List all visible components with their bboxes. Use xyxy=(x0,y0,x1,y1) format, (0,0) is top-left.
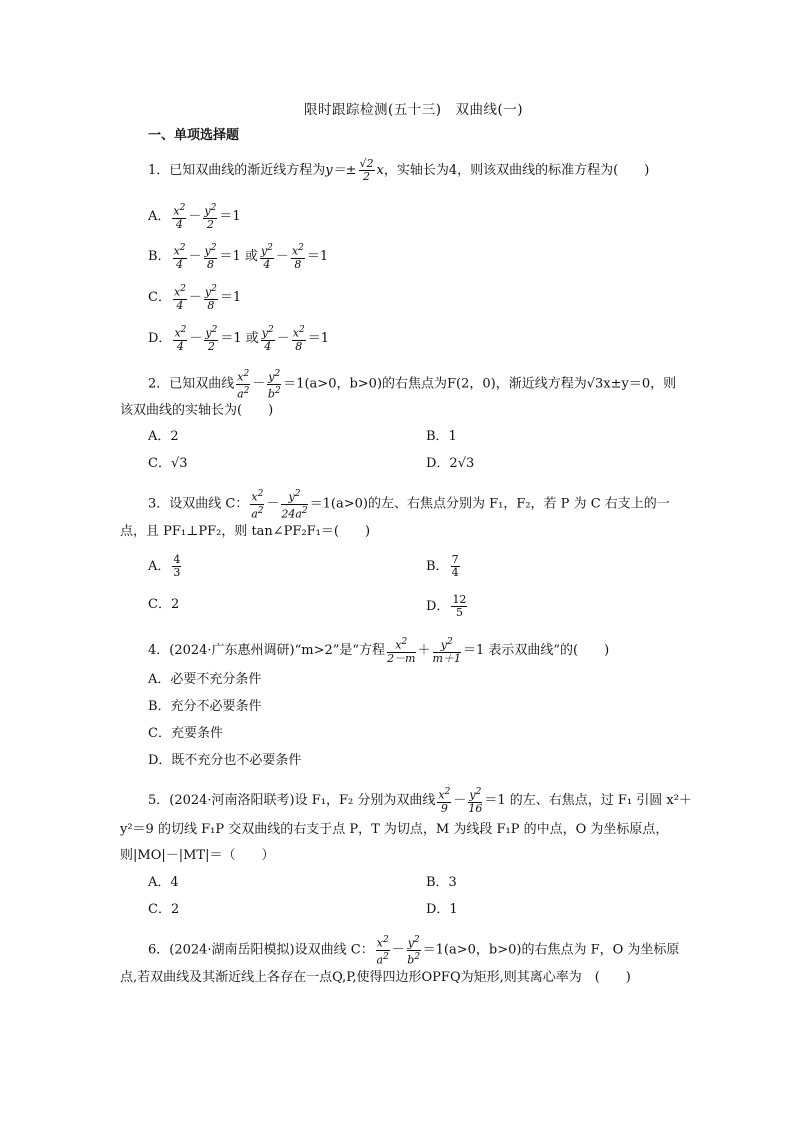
question-3-option-c[interactable]: C．2 xyxy=(148,597,180,612)
question-3-option-b[interactable]: B． $\frac{7}{4}$ xyxy=(426,553,459,579)
question-2-stem-cont: 该双曲线的实轴长为( ) xyxy=(120,403,274,418)
question-3-stem-cont: 点，且 PF₁⊥PF₂，则 tan∠PF₂F₁＝( ) xyxy=(120,524,371,539)
question-1-stem: 1．已知双曲线的渐近线方程为y＝± $\frac{√2}{2}$ x，实轴长为4，则该双曲线的标准方程为( ) xyxy=(148,157,650,183)
question-4-option-d[interactable]: D．既不充分也不必要条件 xyxy=(148,753,302,768)
question-5-stem: 5．(2024·河南洛阳联考)设 F₁，F₂ 分别为双曲线 $\frac{x^2}{9}$ － $\frac{y^2}{16}$ ＝1 的左、右焦点，过 F₁ 引圆 x²＋ xyxy=(148,787,692,815)
question-4-option-a[interactable]: A．必要不充分条件 xyxy=(148,672,262,687)
question-1-option-a[interactable]: A． $\frac{x^2}{4}$ － $\frac{y^2}{2}$ ＝1 xyxy=(148,203,241,231)
question-6-stem: 6．(2024·湖南岳阳模拟)设双曲线 C： $\frac{x^2}{a^2}$ － $\frac{y^2}{b^2}$ ＝1(a>0，b>0)的右焦点为 F，O 为坐标原 xyxy=(148,935,680,967)
question-4-stem: 4．(2024·广东惠州调研)“m>2”是“方程 $\frac{x^2}{2-m}$ ＋ $\frac{y^2}{m+1}$ ＝1 表示双曲线”的( ) xyxy=(148,637,610,665)
question-3-option-a[interactable]: A． $\frac{4}{3}$ xyxy=(148,553,181,579)
question-6-stem-cont: 点,若双曲线及其渐近线上各存在一点Q,P,使得四边形OPFQ为矩形,则其离心率为 ( ) xyxy=(120,970,631,985)
question-5-option-a[interactable]: A．4 xyxy=(148,875,179,890)
question-1-option-c[interactable]: C． $\frac{x^2}{4}$ － $\frac{y^2}{8}$ ＝1 xyxy=(148,284,242,312)
question-5-stem-cont2: 则|MO|－|MT|＝（ ） xyxy=(120,848,275,863)
question-3-option-d[interactable]: D． $\frac{12}{5}$ xyxy=(426,593,467,619)
question-4-option-c[interactable]: C．充要条件 xyxy=(148,726,223,741)
question-3-stem: 3．设双曲线 C： $\frac{x^2}{a^2}$ － $\frac{y^2}{24a^2}$ ＝1(a>0)的左、右焦点分别为 F₁，F₂，若 P 为 C 右支上的一 xyxy=(148,489,670,521)
question-1-option-b[interactable]: B． $\frac{x^2}{4}$ － $\frac{y^2}{8}$ ＝1 或 $\frac{y^2}{4}$ － $\frac{x^2}{8}$ ＝1 xyxy=(148,243,329,271)
question-4-option-b[interactable]: B．充分不必要条件 xyxy=(148,699,262,714)
page-title: 限时跟踪检测(五十三) 双曲线(一) xyxy=(304,102,524,118)
question-2-option-c[interactable]: C．√3 xyxy=(148,456,188,471)
question-5-stem-cont: y²＝9 的切线 F₁P 交双曲线的右支于点 P，T 为切点，M 为线段 F₁P 的中点，O 为坐标原点， xyxy=(120,822,669,837)
question-2-option-a[interactable]: A．2 xyxy=(148,429,179,444)
section-heading: 一、单项选择题 xyxy=(148,128,240,143)
question-5-option-d[interactable]: D．1 xyxy=(426,902,458,917)
question-2-stem: 2．已知双曲线 $\frac{x^2}{a^2}$ － $\frac{y^2}{b^2}$ ＝1(a>0，b>0)的右焦点为F(2，0)，渐近线方程为√3x±y＝0，则 xyxy=(148,369,677,401)
asymptote-equation: y＝± $\frac{√2}{2}$ x xyxy=(325,157,384,183)
question-1-option-d[interactable]: D． $\frac{x^2}{4}$ － $\frac{y^2}{2}$ ＝1 或 $\frac{y^2}{4}$ － $\frac{x^2}{8}$ ＝1 xyxy=(148,325,329,353)
question-5-option-b[interactable]: B．3 xyxy=(426,875,457,890)
question-2-option-d[interactable]: D．2√3 xyxy=(426,456,475,471)
question-2-option-b[interactable]: B．1 xyxy=(426,429,457,444)
question-5-option-c[interactable]: C．2 xyxy=(148,902,180,917)
